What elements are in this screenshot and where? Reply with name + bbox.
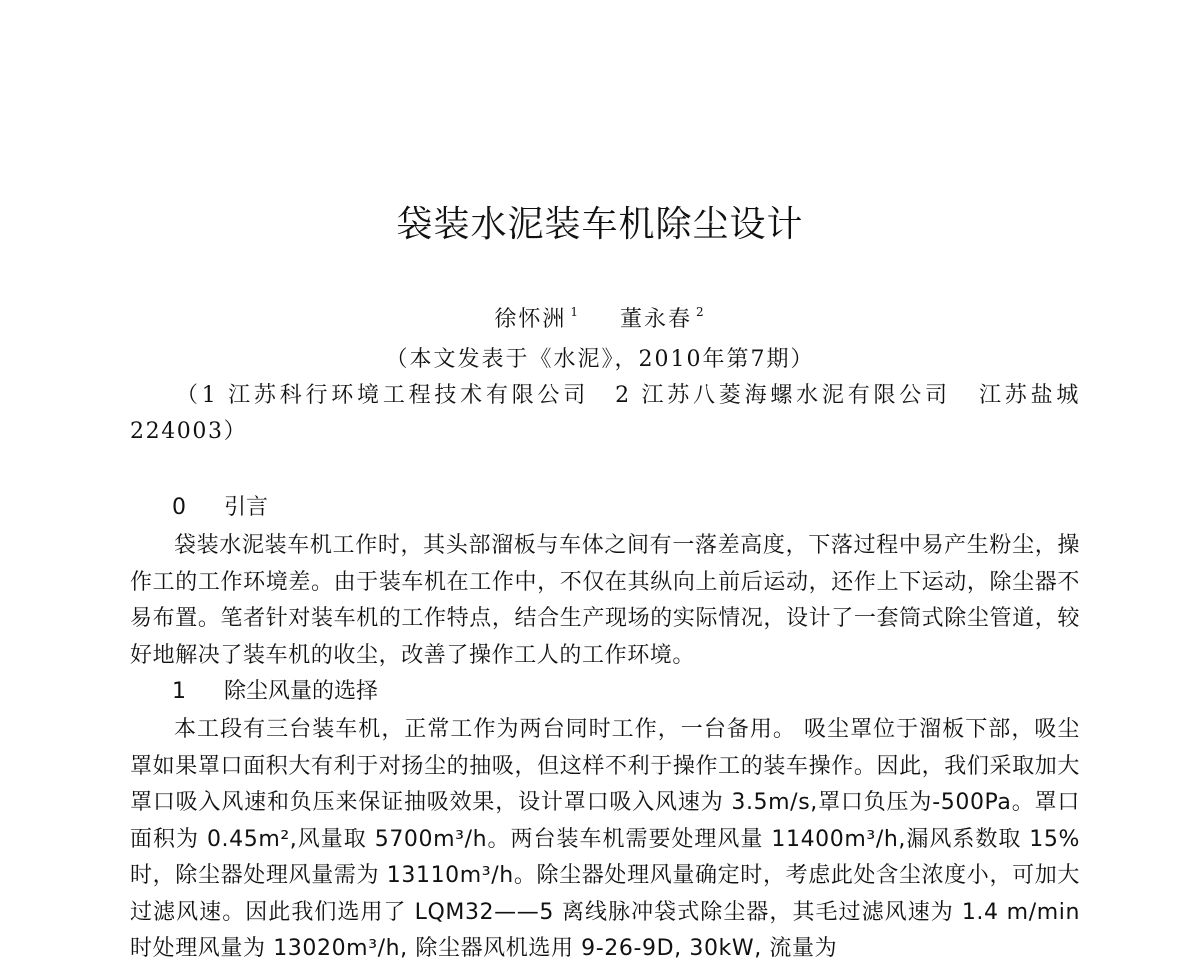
- section-heading-introduction: [172, 490, 268, 526]
- author-affiliation-mark: 1: [570, 305, 580, 319]
- affiliation-2: 2 江苏八菱海螺水泥有限公司: [615, 383, 951, 408]
- paragraph-introduction: [130, 528, 1080, 674]
- section-title: 除尘风量的选择: [224, 679, 379, 704]
- author-affiliation-mark: 2: [696, 305, 706, 319]
- affiliation-line: [130, 378, 1080, 450]
- affiliation-address: 江苏盐城 224003）: [130, 383, 1080, 444]
- affiliation-1: （1 江苏科行环境工程技术有限公司: [176, 383, 590, 408]
- paragraph-airflow: [130, 712, 1080, 968]
- section-title: 引言: [224, 495, 269, 520]
- article-title: 袋装水泥装车机除尘设计: [396, 204, 804, 245]
- paragraph-text: 本工段有三台装车机，正常工作为两台同时工作，一台备用。 吸尘罩位于溜板下部，吸尘罩如果罩口面积大有利于对扬尘的抽吸，但这样不利于操作工的装车操作。因此，我们采取加大罩口吸入风速和负压来保证抽吸效果，设计罩口吸入风速为 3.5m/s,罩口负压为-500Pa。罩口面积为 0.45m²,风量取 5700m³/h。两台装车机需要处理风量 11400m³/h,漏风系数取 15%时，除尘器处理风量需为 13110m³/h。除尘器处理风量确定时，考虑此处含尘浓度小，可加大过滤风速。因此我们选用了 LQM32——5 离线脉冲袋式除尘器，其毛过滤风速为 1.4 m/min 时处理风量为 13020m³/h, 除尘器风机选用 9-26-9D, 30kW, 流量为: [130, 717, 1080, 961]
- author-name: 董永春: [620, 307, 693, 332]
- author-name: 徐怀洲: [494, 307, 567, 332]
- section-number: 1: [172, 679, 186, 704]
- section-number: 0: [172, 495, 186, 520]
- section-heading-airflow: [172, 674, 378, 710]
- publication-note: （本文发表于《水泥》，2010年第7期）: [385, 347, 815, 372]
- paragraph-text: 袋装水泥装车机工作时，其头部溜板与车体之间有一落差高度，下落过程中易产生粉尘，操作工的工作环境差。由于装车机在工作中，不仅在其纵向上前后运动，还作上下运动，除尘器不易布置。笔者针对装车机的工作特点，结合生产现场的实际情况，设计了一套筒式除尘管道，较好地解决了装车机的收尘，改善了操作工人的工作环境。: [130, 533, 1080, 668]
- author-line: [0, 302, 1200, 333]
